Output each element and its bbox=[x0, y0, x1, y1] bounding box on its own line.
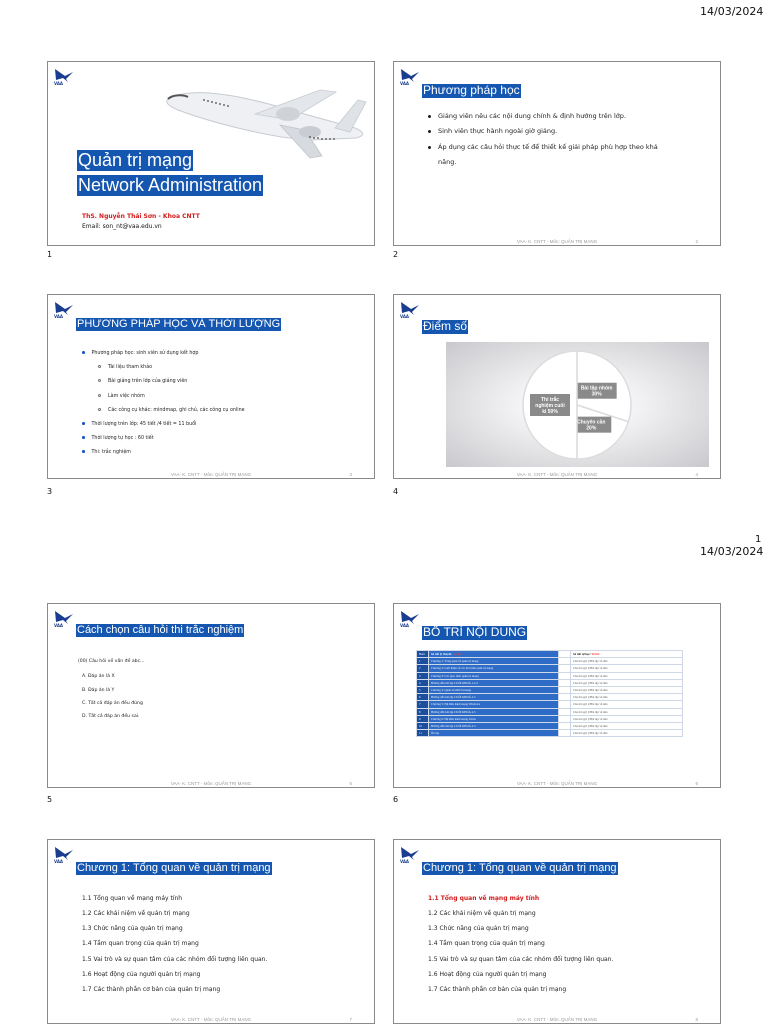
table-cell: Câu hỏi gợi ý/Bài tập về nhà bbox=[571, 658, 683, 665]
pie-label-text: Bài tập nhóm bbox=[580, 385, 613, 392]
list-item: 1.2 Các khái niệm về quản trị mạng bbox=[82, 910, 190, 917]
list-item: 1.6 Hoạt động của người quản trị mạng bbox=[428, 971, 547, 978]
slide-number: 3 bbox=[47, 487, 53, 496]
table-cell bbox=[559, 694, 571, 701]
slide-6[interactable]: VAA BỐ TRÍ NỘI DUNG Buổi Số tiết lý thuyết: 42 tiết Số tiết tự học: 90 tiết 1 Chương 1: Tổng quan về quản trị mạng Câu hỏi gợi ý/Bài tập về nhà 2 Chương 2: Giới thiệu về các mô hình quản trị mạng Câu hỏi gợi ý/Bài tập về nhà 3 Chương 3: Các giao thức quản trị mạng Câu hỏi gợi ý/Bài tập về nhà 4 Hướng dẫn bài tập CUỐI KHOÁ 1-2-3 Câu hỏi gợi ý/Bài tập về nhà 5 Chương 4: Quản trị thiết bị mạng Câu hỏi gợi ý/Bài tập về nhà 6 Hướng dẫn bài tập CUỐI KHOÁ 4-5 Câu hỏi gợi ý/Bài tập về nhà 7 Chương 5: Hệ điều hành mạng Windows Câu hỏi gợi ý/Bài tập về nhà 8 Hướng dẫn bài tập CUỐI KHOÁ 4-5 Câu hỏi gợi ý/Bài tập về nhà 9 Chương 6: Hệ điều hành mạng Linux Câu hỏi gợi ý/Bài tập về nhà 10 Hướng dẫn bài tập CUỐI KHOÁ 4-5 Câu hỏi gợi ý/Bài tập về nhà 11 Ôn tập Câu hỏi gợi ý/Bài tập về nhà VAA- K. CNTT - Môn: QUẢN TRỊ MẠNG 6 bbox=[393, 603, 721, 788]
table-cell: 11 bbox=[417, 730, 429, 737]
hours-value: 42 tiết bbox=[452, 652, 461, 657]
table-cell: Số tiết lý thuyết: 42 tiết bbox=[429, 651, 559, 658]
answer-option: A. Đáp án là X bbox=[82, 674, 115, 679]
slide-2[interactable]: VAA Phương pháp học Giảng viên nêu các nội dung chính & định hướng trên lớp. Sinh viên thực hành ngoài giờ giảng. Áp dụng các câu hỏi thực tế để thiết kế giải pháp phù hợp theo khả năng. VAA- K. CNTT - Môn: QUẢN TRỊ MẠNG 2 bbox=[393, 61, 721, 246]
table-cell: Câu hỏi gợi ý/Bài tập về nhà bbox=[571, 686, 683, 693]
table-row bbox=[417, 715, 683, 722]
slide-8-title: Chương 1: Tổng quan về quản trị mạng bbox=[423, 862, 617, 874]
table-cell: Hướng dẫn bài tập CUỐI KHOÁ 4-5 bbox=[429, 722, 559, 729]
list-item: Thời lượng tự học : 60 tiết bbox=[82, 436, 154, 441]
table-row bbox=[417, 665, 683, 672]
list-item: 1.5 Vai trò và sự quan tâm của các nhóm đối tượng liên quan. bbox=[428, 956, 614, 963]
slide-2-title: Phương pháp học bbox=[423, 83, 520, 97]
vaa-logo-icon: VAA bbox=[53, 845, 75, 865]
slide-3[interactable]: VAA PHƯƠNG PHÁP HỌC VÀ THỜI LƯỢNG Phương pháp học: sinh viên sử dụng kết hợp Tài liệu tham khảo Bài giảng trên lớp của giảng viên Làm việc nhóm Các công cụ khác: mindmap, ghi chú, các công cụ online Thời lượng trên lớp: 45 tiết /4 tiết = 11 buổi Thời lượng tự học : 60 tiết Thi: trắc nghiệm VAA- K. CNTT - Môn: QUẢN TRỊ MẠNG 3 bbox=[47, 294, 375, 479]
list-item-active: 1.1 Tổng quan về mạng máy tính bbox=[428, 895, 540, 902]
vaa-logo-icon: VAA bbox=[53, 300, 75, 320]
pie-label-text: 20% bbox=[586, 425, 597, 432]
table-cell: Chương 3: Các giao thức quản trị mạng bbox=[429, 672, 559, 679]
vaa-logo-icon: VAA bbox=[399, 609, 421, 629]
page-marker: 1 bbox=[755, 534, 762, 545]
list-item: 1.6 Hoạt động của người quản trị mạng bbox=[82, 971, 201, 978]
vaa-logo-icon: VAA bbox=[399, 300, 421, 320]
table-cell: Chương 5: Hệ điều hành mạng Windows bbox=[429, 701, 559, 708]
pie-label bbox=[530, 394, 570, 416]
question-text: (00) Câu hỏi về vấn đề abc... bbox=[78, 659, 145, 664]
table-row bbox=[417, 658, 683, 665]
table-cell: Câu hỏi gợi ý/Bài tập về nhà bbox=[571, 694, 683, 701]
table-cell: 10 bbox=[417, 722, 429, 729]
score-pie-chart bbox=[446, 342, 709, 467]
slide-7-title: Chương 1: Tổng quan về quản trị mạng bbox=[77, 862, 271, 874]
table-cell: 7 bbox=[417, 701, 429, 708]
table-cell: Hướng dẫn bài tập CUỐI KHOÁ 4-5 bbox=[429, 694, 559, 701]
table-cell: Hướng dẫn bài tập CUỐI KHOÁ 4-5 bbox=[429, 708, 559, 715]
list-item: 1.3 Chức năng của quản trị mạng bbox=[428, 925, 529, 932]
table-cell: Câu hỏi gợi ý/Bài tập về nhà bbox=[571, 722, 683, 729]
chart-panel bbox=[446, 342, 709, 467]
table-header-row bbox=[417, 651, 683, 658]
slide-8[interactable]: VAA Chương 1: Tổng quan về quản trị mạng 1.1 Tổng quan về mạng máy tính 1.2 Các khái niệm về quản trị mạng 1.3 Chức năng của quản trị mạng 1.4 Tầm quan trọng của quản trị mạng 1.5 Vai trò và sự quan tâm của các nhóm đối tượng liên quan. 1.6 Hoạt động của người quản trị mạng 1.7 Các thành phần cơ bản của quản trị mạng VAA- K. CNTT - Môn: QUẢN TRỊ MẠNG 8 bbox=[393, 839, 721, 1024]
slide-1-title-line2: Network Administration bbox=[78, 175, 263, 195]
author-email: Email: son_nt@vaa.edu.vn bbox=[82, 223, 162, 230]
table-cell: Chương 1: Tổng quan về quản trị mạng bbox=[429, 658, 559, 665]
list-item: 1.1 Tổng quan về mạng máy tính bbox=[82, 895, 183, 902]
list-item: Áp dụng các câu hỏi thực tế để thiết kế giải pháp phù hợp theo khả bbox=[428, 143, 658, 151]
table-cell: Câu hỏi gợi ý/Bài tập về nhà bbox=[571, 679, 683, 686]
table-cell: Câu hỏi gợi ý/Bài tập về nhà bbox=[571, 672, 683, 679]
pie-label bbox=[577, 383, 617, 399]
list-item: Sinh viên thực hành ngoài giờ giảng. bbox=[428, 127, 557, 135]
table-cell: 3 bbox=[417, 672, 429, 679]
table-row bbox=[417, 694, 683, 701]
table-row bbox=[417, 722, 683, 729]
slide-4[interactable]: VAA Điểm số Bài tập nhóm 30% Chuyên cần 20% Thi trắc nghiệm cuối kì 50% VAA- K. CNTT - Môn: QUẢN TRỊ MẠNG 4 bbox=[393, 294, 721, 479]
list-item-continuation: năng. bbox=[438, 158, 457, 166]
table-cell bbox=[559, 715, 571, 722]
slide-1[interactable] bbox=[47, 61, 375, 246]
vaa-logo-icon: VAA bbox=[53, 67, 75, 87]
slide-4-title: Điểm số bbox=[423, 319, 468, 333]
table-cell: Chương 2: Giới thiệu về các mô hình quản trị mạng bbox=[429, 665, 559, 672]
pie-label-text: nghiệm cuối bbox=[535, 403, 565, 409]
table-cell bbox=[559, 665, 571, 672]
list-item: 1.3 Chức năng của quản trị mạng bbox=[82, 925, 183, 932]
hours-value: 90 tiết bbox=[591, 652, 600, 657]
author-name: ThS. Nguyễn Thái Sơn - Khoa CNTT bbox=[82, 213, 200, 220]
slide-1-title-line1: Quản trị mạng bbox=[78, 150, 193, 170]
slide-6-title: BỐ TRÍ NỘI DUNG bbox=[423, 625, 527, 639]
table-cell: 9 bbox=[417, 715, 429, 722]
pie-label-text: 30% bbox=[591, 391, 602, 398]
pie-label-text: Chuyên cần bbox=[577, 419, 606, 426]
answer-option: C. Tất cả đáp án đều đúng bbox=[82, 701, 143, 706]
slide-number: 4 bbox=[393, 487, 399, 496]
table-cell: Câu hỏi gợi ý/Bài tập về nhà bbox=[571, 701, 683, 708]
list-item: Phương pháp học: sinh viên sử dụng kết hợp bbox=[82, 351, 198, 356]
list-item: Thời lượng trên lớp: 45 tiết /4 tiết = 11 buổi bbox=[82, 422, 196, 427]
table-cell: Chương 4: Quản trị thiết bị mạng bbox=[429, 686, 559, 693]
slide-number: 5 bbox=[47, 795, 53, 804]
table-cell: Ôn tập bbox=[429, 730, 559, 737]
page-date: 14/03/2024 bbox=[700, 545, 764, 558]
page-date: 14/03/2024 bbox=[700, 5, 764, 18]
table-row bbox=[417, 686, 683, 693]
table-row bbox=[417, 672, 683, 679]
table-cell: Câu hỏi gợi ý/Bài tập về nhà bbox=[571, 665, 683, 672]
list-item: Thi: trắc nghiệm bbox=[82, 450, 131, 455]
table-cell: 8 bbox=[417, 708, 429, 715]
table-cell: Hướng dẫn bài tập CUỐI KHOÁ 1-2-3 bbox=[429, 679, 559, 686]
slide-7[interactable]: VAA Chương 1: Tổng quan về quản trị mạng 1.1 Tổng quan về mạng máy tính 1.2 Các khái niệm về quản trị mạng 1.3 Chức năng của quản trị mạng 1.4 Tầm quan trọng của quản trị mạng 1.5 Vai trò và sự quan tâm của các nhóm đối tượng liên quan. 1.6 Hoạt động của người quản trị mạng 1.7 Các thành phần cơ bản của quản trị mạng VAA- K. CNTT - Môn: QUẢN TRỊ MẠNG 7 bbox=[47, 839, 375, 1024]
table-cell: 6 bbox=[417, 694, 429, 701]
table-cell: Câu hỏi gợi ý/Bài tập về nhà bbox=[571, 730, 683, 737]
slide-5-title: Cách chọn câu hỏi thi trắc nghiệm bbox=[77, 624, 244, 636]
table-cell bbox=[559, 658, 571, 665]
answer-option: B. Đáp án là Y bbox=[82, 688, 115, 693]
answer-option: D. Tất cả đáp án đều sai. bbox=[82, 714, 140, 719]
slide-number: 2 bbox=[393, 250, 399, 259]
table-cell: Chương 6: Hệ điều hành mạng Linux bbox=[429, 715, 559, 722]
table-cell bbox=[559, 672, 571, 679]
list-subitem: Tài liệu tham khảo bbox=[98, 365, 152, 370]
table-cell: 1 bbox=[417, 658, 429, 665]
table-cell: Số tiết tự học: 90 tiết bbox=[571, 651, 683, 658]
table-row bbox=[417, 701, 683, 708]
vaa-logo-icon: VAA bbox=[399, 67, 421, 87]
list-item: 1.7 Các thành phần cơ bản của quản trị mạng bbox=[82, 986, 221, 993]
table-cell: Câu hỏi gợi ý/Bài tập về nhà bbox=[571, 715, 683, 722]
pie-label-text: kì 50% bbox=[542, 409, 558, 415]
table-cell: Câu hỏi gợi ý/Bài tập về nhà bbox=[571, 708, 683, 715]
list-item: Giảng viên nêu các nội dung chính & định hướng trên lớp. bbox=[428, 112, 626, 120]
slide-3-title: PHƯƠNG PHÁP HỌC VÀ THỜI LƯỢNG bbox=[77, 318, 281, 330]
vaa-logo-icon: VAA bbox=[53, 609, 75, 629]
table-row bbox=[417, 679, 683, 686]
list-subitem: Bài giảng trên lớp của giảng viên bbox=[98, 379, 187, 384]
table-row bbox=[417, 708, 683, 715]
slide-5[interactable]: VAA Cách chọn câu hỏi thi trắc nghiệm (00) Câu hỏi về vấn đề abc... A. Đáp án là X B. Đáp án là Y C. Tất cả đáp án đều đúng D. Tất cả đáp án đều sai. VAA- K. CNTT - Môn: QUẢN TRỊ MẠNG 5 bbox=[47, 603, 375, 788]
list-item: 1.4 Tầm quan trọng của quản trị mạng bbox=[82, 940, 199, 947]
table-cell bbox=[559, 679, 571, 686]
table-cell: Buổi bbox=[417, 651, 429, 658]
list-subitem: Làm việc nhóm bbox=[98, 394, 145, 399]
table-cell: 5 bbox=[417, 686, 429, 693]
list-item: 1.2 Các khái niệm về quản trị mạng bbox=[428, 910, 536, 917]
table-cell: 2 bbox=[417, 665, 429, 672]
table-cell: 4 bbox=[417, 679, 429, 686]
list-item: 1.4 Tầm quan trọng của quản trị mạng bbox=[428, 940, 545, 947]
table-cell bbox=[559, 701, 571, 708]
content-plan-table bbox=[416, 650, 683, 737]
table-cell bbox=[559, 722, 571, 729]
table-cell bbox=[559, 686, 571, 693]
list-subitem: Các công cụ khác: mindmap, ghi chú, các công cụ online bbox=[98, 408, 245, 413]
slide-number: 6 bbox=[393, 795, 399, 804]
table-cell bbox=[559, 651, 571, 658]
table-cell bbox=[559, 730, 571, 737]
table-row bbox=[417, 730, 683, 737]
list-item: 1.7 Các thành phần cơ bản của quản trị mạng bbox=[428, 986, 567, 993]
pie-label-text: Thi trắc bbox=[540, 397, 560, 403]
table-cell bbox=[559, 708, 571, 715]
list-item: 1.5 Vai trò và sự quan tâm của các nhóm đối tượng liên quan. bbox=[82, 956, 268, 963]
slide-number: 1 bbox=[47, 250, 53, 259]
vaa-logo-icon: VAA bbox=[399, 845, 421, 865]
